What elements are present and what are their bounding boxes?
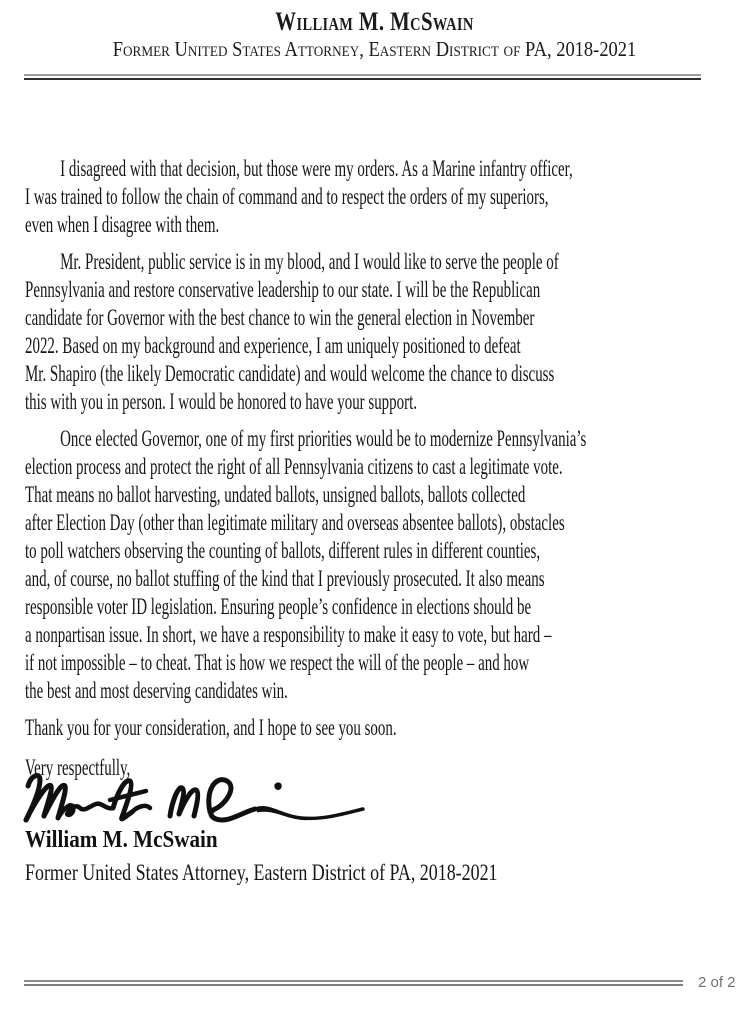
signature-printed-name: William M. McSwain [25, 827, 218, 853]
paragraph-candidacy: Mr. President, public service is in my blood, and I would like to serve the people of Pennsylvania and restore conservative leadership to our state. I will be the Republican candidate for Governor with the best chance to win the general election in November 2022. Based on my background and experience, I am uniquely positioned to defeat Mr. Shapiro (the likely Democratic candidate) and would welcome the chance to discuss this with you in person. I would be honored to have your support. [25, 249, 559, 414]
closing-thanks: Thank you for your consideration, and I hope to see you soon. [25, 715, 397, 740]
paragraph-election-integrity: Once elected Governor, one of my first priorities would be to modernize Pennsylvania’s election process and protect the right of all Pennsylvania citizens to cast a legitimate vote. That means no ballot harvesting, undated ballots, unsigned ballots, ballots collected after Election Day (other than legitimate military and overseas absentee ballots), obstacles to poll watchers observing the counting of ballots, different rules in different counties, and, of course, no ballot stuffing of the kind that I previously prosecuted. It also means responsible voter ID legislation. Ensuring people’s confidence in elections should be a nonpartisan issue. In short, we have a responsibility to make it easy to vote, but hard – if not impossible – to cheat. That is how we respect the will of the people – and how the best and most deserving candidates win. [25, 426, 587, 703]
letterhead-subtitle: Former United States Attorney, Eastern District of PA, 2018-2021 [112, 37, 637, 61]
letterhead-name: William M. McSwain [275, 7, 474, 36]
signature-title-line: Former United States Attorney, Eastern District of PA, 2018-2021 [25, 860, 498, 885]
rule-line-gray [24, 74, 701, 76]
letter-body [25, 155, 749, 791]
footer-rule-line-bottom [24, 984, 683, 986]
footer-rule-line-top [24, 980, 683, 982]
page-number-indicator: 2 of 2 [698, 974, 736, 991]
rule-line-dark [24, 78, 701, 80]
letterhead-double-rule [24, 74, 701, 80]
valediction: Very respectfully, [25, 755, 131, 780]
page-footer [24, 974, 736, 991]
footer-double-rule [24, 980, 683, 986]
paragraph-orders: I disagreed with that decision, but those were my orders. As a Marine infantry officer, I was trained to follow the chain of command and to respect the orders of my superiors, even when I disagree with them. [25, 156, 573, 237]
handwritten-signature [18, 770, 368, 834]
letter-text-block [25, 155, 749, 782]
letterhead [0, 0, 749, 80]
